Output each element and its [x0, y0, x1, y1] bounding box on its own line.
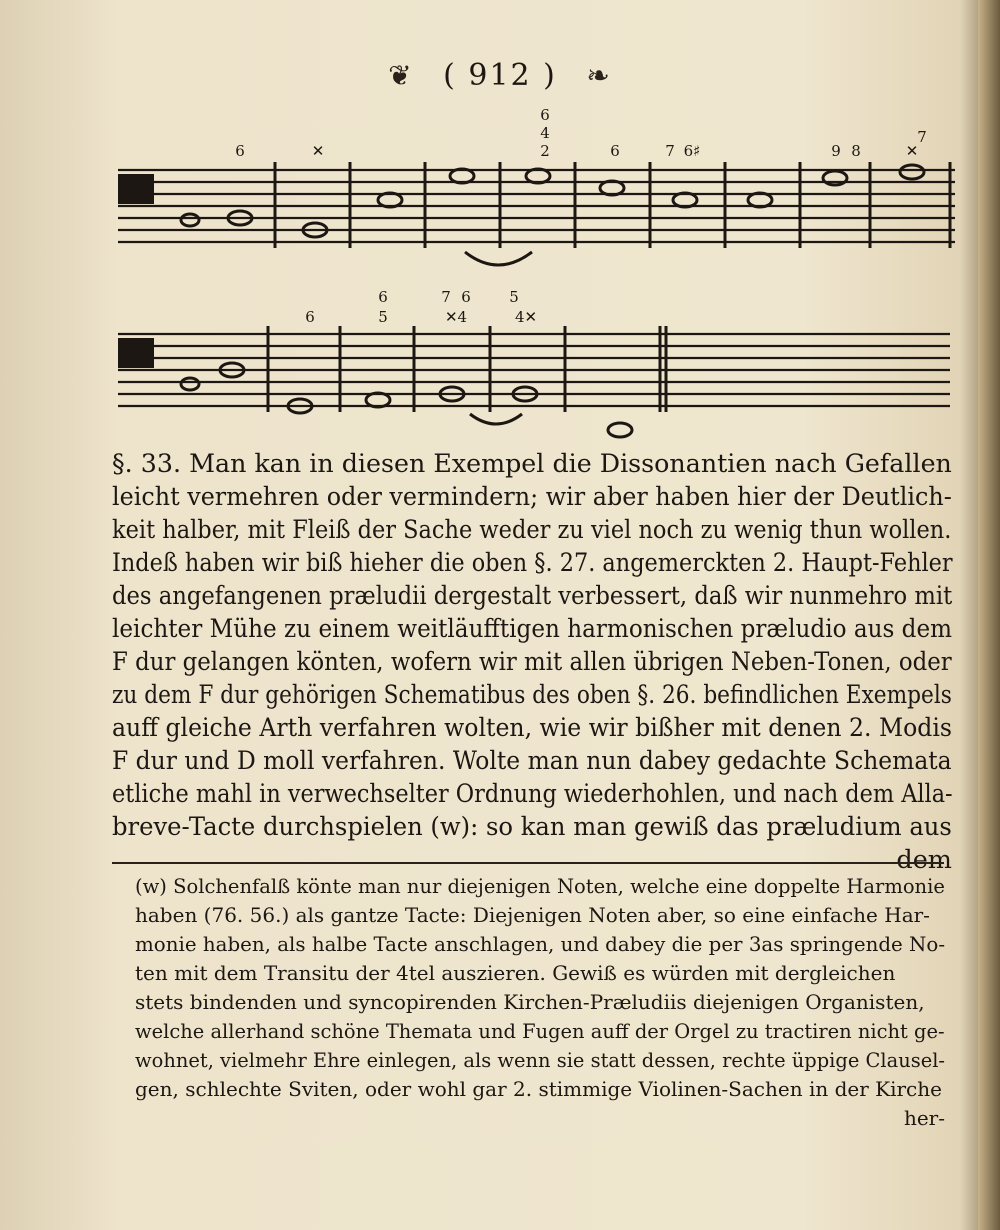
figure-label: 6 [610, 142, 620, 160]
figure-label: ✕ [905, 142, 919, 160]
figure-label: ✕4 [444, 308, 468, 326]
figure-label: 4 [540, 124, 550, 142]
figure-label: 7 [917, 128, 927, 146]
figure-label: ✕ [311, 142, 325, 160]
figure-label: 6 [540, 106, 550, 124]
footnote-line: monie haben, als halbe Tacte anschlagen, und dabey die per 3as springende No- [135, 932, 946, 956]
catchword: dem [896, 845, 952, 875]
body-line: leicht vermehren oder vermindern; wir aber haben hier der Deutlich- [112, 482, 952, 512]
whole-note [900, 165, 924, 179]
clef-icon [118, 174, 154, 204]
body-line: etliche mahl in verwechselter Ordnung wiederhohlen, und nach dem Alla- [112, 779, 953, 809]
left-ornament-icon: ❦ [388, 59, 414, 92]
body-line: F dur und D moll verfahren. Wolte man nun dabey gedachte Schemata [112, 746, 952, 776]
whole-note [450, 169, 474, 183]
figure-label: 6 [235, 142, 245, 160]
page-number: ( 912 ) [443, 58, 557, 93]
figure-label: 8 [851, 142, 861, 160]
body-line: auff gleiche Arth verfahren wolten, wie wir bißher mit denen 2. Modis [112, 713, 953, 743]
figure-label: 7 [441, 288, 451, 306]
figure-label: 6 [305, 308, 315, 326]
body-line: leichter Mühe zu einem weitläufftigen harmonischen præludio aus dem [112, 614, 953, 644]
body-line: des angefangenen præludii dergestalt verbessert, daß wir nunmehro mit [112, 581, 953, 611]
footnote-line: haben (76. 56.) als gantze Tacte: Diejenigen Noten aber, so eine einfache Har- [135, 903, 930, 927]
whole-note [608, 423, 632, 437]
music-system-2 [0, 282, 1000, 442]
whole-note [673, 193, 697, 207]
tie-arc [465, 252, 532, 265]
whole-note [600, 181, 624, 195]
whole-note [181, 378, 199, 390]
footnote-line: (w) Solchenfalß könte man nur diejenigen Noten, welche eine doppelte Harmonie [135, 874, 945, 898]
figure-label: 6♯ [683, 142, 701, 160]
body-line: F dur gelangen könten, wofern wir mit allen übrigen Neben-Tonen, oder [112, 647, 952, 677]
clef-icon [118, 338, 154, 368]
tie-arc [470, 414, 522, 424]
footnote-line: welche allerhand schöne Themata und Fugen auff der Orgel zu tractiren nicht ge- [135, 1019, 945, 1043]
body-line: Indeß haben wir biß hieher die oben §. 27. angemerckten 2. Haupt-Fehler [112, 548, 953, 578]
footnote-line: gen, schlechte Sviten, oder wohl gar 2. stimmige Violinen-Sachen in der Kirche [135, 1077, 942, 1101]
body-text [112, 448, 952, 877]
figure-label: 2 [540, 142, 550, 160]
whole-note [378, 193, 402, 207]
footnote [135, 872, 945, 1133]
figure-label: 7 [665, 142, 675, 160]
body-line: breve-Tacte durchspielen (w): so kan man gewiß das præludium aus [112, 812, 952, 842]
figure-label: 6 [461, 288, 471, 306]
body-line: zu dem F dur gehörigen Schematibus des oben §. 26. befindlichen Exempels [112, 680, 952, 710]
whole-note [748, 193, 772, 207]
figure-label: 4✕ [514, 308, 538, 326]
footnote-catchword: her- [903, 1106, 945, 1130]
whole-note [526, 169, 550, 183]
whole-note [181, 214, 199, 226]
right-ornament-icon: ❧ [586, 59, 612, 92]
body-line: §. 33. Man kan in diesen Exempel die Dissonantien nach Gefallen [112, 449, 952, 479]
body-line: keit halber, mit Fleiß der Sache weder zu viel noch zu wenig thun wollen. [112, 515, 952, 545]
page-header [0, 58, 1000, 93]
footnote-line: wohnet, vielmehr Ehre einlegen, als wenn sie statt dessen, rechte üppige Clausel- [135, 1048, 945, 1072]
whole-note [366, 393, 390, 407]
footnote-rule [112, 862, 944, 864]
footnote-line: ten mit dem Transitu der 4tel auszieren. Gewiß es würden mit dergleichen [135, 961, 896, 985]
figure-label: 5 [378, 308, 388, 326]
figure-label: 5 [509, 288, 519, 306]
figure-label: 6 [378, 288, 388, 306]
footnote-line: stets bindenden und syncopirenden Kirchen-Præludiis diejenigen Organisten, [135, 990, 925, 1014]
figure-label: 9 [831, 142, 841, 160]
